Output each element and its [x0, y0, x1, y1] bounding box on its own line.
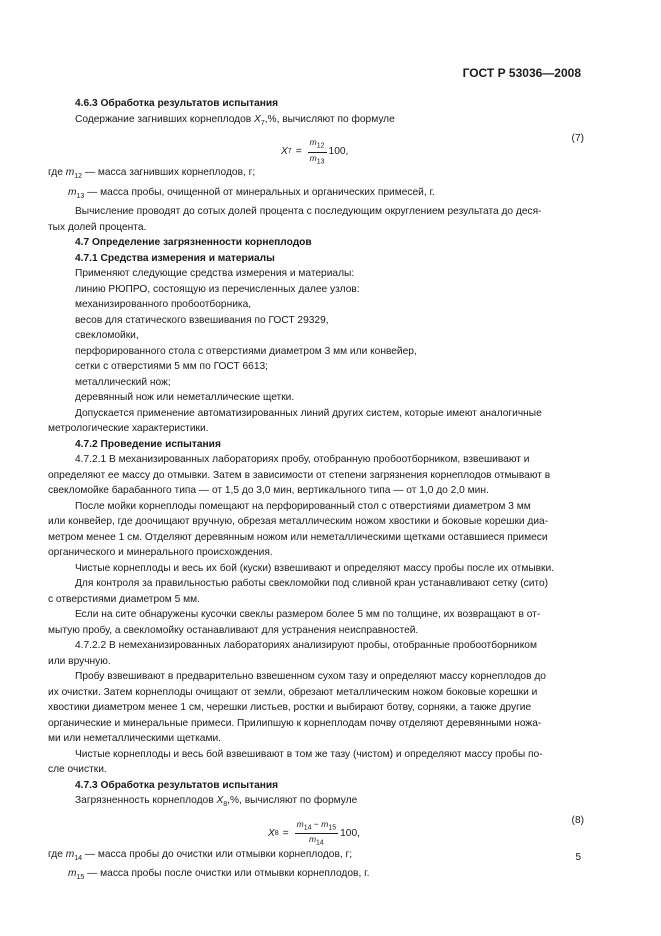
procedure-p1-line: свекломойке барабанного типа — от 1,5 до 3,0 мин, вертикального типа — от 1,0 до 2,0 мин.	[48, 485, 489, 497]
section-4-7-3-heading: 4.7.3 Обработка результатов испытания	[75, 779, 279, 791]
automation-para-line-1: Допускается применение автоматизированных линий других систем, которые имеют аналогичные	[75, 407, 542, 419]
procedure-p1-line: 4.7.2.1 В механизированных лабораториях пробу, отобранную пробоотборником, взвешивают и	[75, 454, 530, 466]
equipment-list	[48, 266, 584, 406]
equipment-list-item: Применяют следующие средства измерения и материалы:	[75, 268, 355, 280]
automation-para-line-2: метрологические характеристики.	[48, 423, 209, 435]
where-m13: $m_{13}$ — масса пробы, очищенной от минеральных и органических примесей, г.	[68, 186, 435, 200]
procedure-p6-line: 4.7.2.2 В немеханизированных лабораториях анализируют пробы, отобранные пробоотборником	[75, 640, 537, 652]
section-4-7-3-intro: Загрязненность корнеплодов $X_8,\%$, вычисляют по формуле	[75, 795, 358, 809]
section-4-7-2-heading: 4.7.2 Проведение испытания	[75, 438, 221, 450]
where-m14: где $m_{14}$ — масса пробы до очистки или отмывки корнеплодов, г;	[48, 848, 353, 862]
procedure-p2-line: После мойки корнеплоды помещают на перфорированный стол с отверстиями диаметром 3 мм	[75, 500, 531, 512]
formula-7: X 7 = $\frac{m_{12}}{m_{13}}$ 100, (7)	[281, 133, 584, 166]
equipment-list-item: линию РЮПРО, состоящую из перечисленных далее узлов:	[75, 283, 360, 295]
procedure-p7-line: Пробу взвешивают в предварительно взвешенном сухом тазу и определяют массу корнеплодов до	[75, 671, 546, 683]
page-number: 5	[575, 852, 581, 863]
rounding-para-line-2: тых долей процента.	[48, 221, 147, 233]
equipment-list-item: деревянный нож или неметаллические щетки.	[75, 392, 295, 404]
equipment-list-item: весов для статического взвешивания по ГОСТ 29329,	[75, 314, 329, 326]
equipment-list-item: механизированного пробоотборника,	[75, 299, 252, 311]
section-4-6-3-intro: Содержание загнивших корнеплодов $X_7,\%$, вычисляют по формуле	[75, 113, 395, 127]
rounding-para-line-1: Вычисление проводят до сотых долей процента с последующим округлением результата до деся-	[75, 206, 542, 218]
procedure-p5-line: мытую пробу, а свекломойку останавливают для устранения неисправностей.	[48, 624, 419, 636]
procedure-p7-line: хвостики диаметром менее 1 см, черешки листьев, ростки и выбирают ботву, сорняки, а также другие	[48, 702, 532, 714]
procedure-p2-line: или конвейер, где доочищают вручную, обрезая металлическим ножом хвостики и боковые корешки диа-	[48, 516, 549, 528]
procedure-paragraphs	[48, 452, 584, 778]
procedure-p3-line: Чистые корнеплоды и весь их бой (куски) взвешивают и определяют массу пробы после их отмывки.	[75, 562, 555, 574]
where-m12: где $m_{12}$ — масса загнивших корнеплодов, г;	[48, 167, 256, 181]
equipment-list-item: перфорированного стола с отверстиями диаметром 3 мм или конвейер,	[75, 345, 417, 357]
formula-8-number: (8)	[571, 814, 584, 826]
procedure-p7-line: их очистки. Затем корнеплоды очищают от земли, обрезают металлическим ножом боковые корешки и	[48, 686, 538, 698]
procedure-p7-line: ми или неметаллическими щетками.	[48, 733, 221, 745]
procedure-p4-line: с отверстиями диаметром 5 мм.	[48, 593, 200, 605]
procedure-p2-line: органического и минерального происхождения.	[48, 547, 273, 559]
procedure-p7-line: органические и минеральные примеси. Прилипшую к корнеплодам почву отделяют деревянными ножа-	[48, 717, 542, 729]
procedure-p8-line: сле очистки.	[48, 764, 107, 776]
section-4-7-heading: 4.7 Определение загрязненности корнеплодов	[75, 237, 312, 249]
procedure-p8-line: Чистые корнеплоды и весь бой взвешивают в том же тазу (чистом) и определяют массу пробы по-	[75, 748, 543, 760]
formula-7-number: (7)	[571, 133, 584, 145]
document-body	[48, 96, 584, 886]
procedure-p5-line: Если на сите обнаружены кусочки свеклы размером более 5 мм по толщине, их возвращают в от-	[75, 609, 541, 621]
where-m15: $m_{15}$ — масса пробы после очистки или отмывки корнеплодов, г.	[68, 868, 370, 882]
equipment-list-item: свекломойки,	[75, 330, 139, 342]
formula-8: X 8 = $\frac{m_{14} - m_{15}}{m_{14}}$ 100, (8)	[268, 814, 584, 847]
section-4-6-3-heading: 4.6.3 Обработка результатов испытания	[75, 98, 279, 109]
equipment-list-item: сетки с отверстиями 5 мм по ГОСТ 6613;	[75, 361, 268, 373]
document-header: ГОСТ Р 53036—2008	[462, 66, 581, 80]
equipment-list-item: металлический нож;	[75, 376, 171, 388]
procedure-p1-line: определяют ее массу до отмывки. Затем в зависимости от степени загрязнения корнеплодов отмывают в	[48, 469, 551, 481]
procedure-p4-line: Для контроля за правильностью работы свекломойки под сливной кран устанавливают сетку (сито)	[75, 578, 549, 590]
procedure-p6-line: или вручную.	[48, 655, 111, 667]
section-4-7-1-heading: 4.7.1 Средства измерения и материалы	[75, 252, 275, 264]
procedure-p2-line: метром менее 1 см. Отделяют деревянным ножом или неметаллическими щетками оставшиеся примеси	[48, 531, 548, 543]
